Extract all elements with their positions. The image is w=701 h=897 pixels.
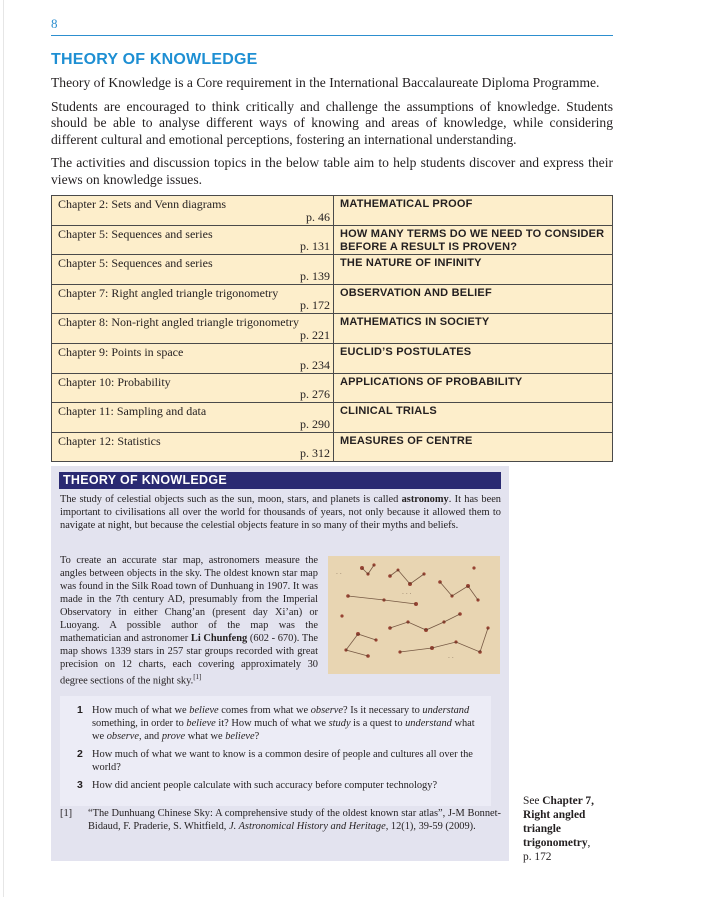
side-note-cross-reference — [523, 794, 618, 864]
tok-topic-row — [52, 373, 613, 403]
tok-topic-title: MATHEMATICS IN SOCIETY — [334, 314, 613, 344]
tok-text: To create an accurate star map, astronomers measure the angles between objects in the sky. The oldest known star map was found in the Silk Road town of Dunhuang in 1907. It was made in the 7th century AD, presumably from the Imperial Observatory in either Chang’an (present day Xi’an) or Luoyang. A possible author of the map was the mathematician and astronomer — [60, 555, 318, 644]
emphasized-word: understand — [422, 705, 470, 716]
chapter-title: Chapter 12: Statistics — [58, 433, 161, 448]
emphasized-word: understand — [405, 718, 452, 729]
tok-topic-row — [52, 196, 613, 226]
chapter-title: Chapter 11: Sampling and data — [58, 404, 207, 419]
emphasized-word: believe — [225, 731, 255, 742]
question-text — [92, 779, 481, 792]
chapter-cell — [52, 225, 334, 255]
question-number: 2 — [77, 748, 83, 760]
chapter-cell — [52, 373, 334, 403]
tok-topic-title: OBSERVATION AND BELIEF — [334, 284, 613, 314]
discussion-question — [60, 779, 491, 792]
chapter-cell — [52, 196, 334, 226]
intro-paragraph: Theory of Knowledge is a Core requirement in the International Baccalaureate Diploma Programme. — [51, 75, 600, 90]
chapter-page-ref: p. 139 — [300, 268, 330, 283]
question-number: 3 — [77, 779, 83, 791]
svg-text:· · ·: · · · — [402, 591, 412, 598]
header-rule — [51, 35, 613, 36]
chapter-cell — [52, 403, 334, 433]
question-text-segment: something, in order to — [92, 718, 187, 729]
chapter-page-ref: p. 46 — [306, 209, 330, 224]
tok-text: . It has been important to civilisations all over the world for thousands of years, not only because it allowed them to navigate at night, but because the celestial objects feature in so many of their myths and beliefs. — [60, 494, 501, 531]
chapter-title: Chapter 5: Sequences and series — [58, 226, 213, 241]
discussion-question — [60, 748, 491, 774]
chapter-cell — [52, 343, 334, 373]
tok-topic-title: HOW MANY TERMS DO WE NEED TO CONSIDER BEFORE A RESULT IS PROVEN? — [334, 225, 613, 255]
side-note-chapter-link[interactable]: Chapter 7, Right angled triangle trigonometry — [523, 795, 594, 849]
question-text-segment: How much of what we want to know is a common desire of people and cultures all over the world? — [92, 749, 473, 773]
chapter-page-ref: p. 276 — [300, 387, 330, 402]
tok-bold-term: Li Chunfeng — [190, 633, 248, 644]
emphasized-word: observe — [310, 705, 344, 716]
citation-text: “The Dunhuang Chinese Sky: A comprehensive study of the oldest known star atlas”, J-M Bonnet-Bidaud, F. Praderie, S. Whitfield, — [88, 808, 501, 832]
tok-topic-row — [52, 343, 613, 373]
emphasized-word: believe — [189, 705, 219, 716]
tok-topics-table — [51, 195, 613, 462]
question-text-segment: How much of what we — [92, 705, 190, 716]
question-text-segment: it? How much of what we — [215, 718, 329, 729]
tok-topic-row — [52, 432, 613, 462]
tok-text: (602 - 670). The map shows 1339 stars in 257 star groups recorded with great precision on 12 charts, each covering approximately 30 degree sections of the night sky. — [60, 633, 319, 687]
chapter-cell — [52, 255, 334, 285]
chapter-title: Chapter 5: Sequences and series — [58, 256, 213, 271]
question-text-segment: ? — [254, 731, 260, 742]
footnote-marker: [1] — [60, 808, 73, 819]
question-text-segment: comes from what we — [218, 705, 311, 716]
tok-paragraph-astronomy — [60, 493, 501, 532]
tok-text: The study of celestial objects such as the sun, moon, stars, and planets is called — [60, 494, 402, 505]
question-number: 1 — [77, 704, 83, 716]
chapter-cell — [52, 284, 334, 314]
question-text-segment: what we — [185, 731, 226, 742]
journal-title: J. Astronomical History and Heritage — [228, 821, 386, 832]
svg-text:· ·: · · — [448, 655, 454, 662]
emphasized-word: study — [328, 718, 351, 729]
chapter-page-ref: p. 312 — [300, 446, 330, 461]
chapter-title: Chapter 10: Probability — [58, 374, 171, 389]
intro-paragraph: Students are encouraged to think critically and challenge the assumptions of knowledge. Students should be able to analyse different ways of knowing and areas of knowledge, while considering different cultural and emotional perceptions, fostering an international understanding. — [51, 98, 613, 147]
question-text — [92, 748, 481, 774]
svg-text:· ·: · · — [336, 571, 342, 578]
question-text-segment: , and — [139, 731, 162, 742]
emphasized-word: believe — [186, 718, 216, 729]
tok-topic-row — [52, 314, 613, 344]
chapter-page-ref: p. 221 — [300, 327, 330, 342]
tok-topic-title: THE NATURE OF INFINITY — [334, 255, 613, 285]
tok-bold-term: astronomy — [401, 494, 449, 505]
chapter-title: Chapter 2: Sets and Venn diagrams — [58, 197, 227, 211]
chapter-title: Chapter 9: Points in space — [58, 344, 184, 359]
tok-paragraph-star-map — [60, 554, 318, 687]
chapter-page-ref: p. 290 — [300, 416, 330, 431]
tok-topic-title: APPLICATIONS OF PROBABILITY — [334, 373, 613, 403]
chapter-page-ref: p. 234 — [300, 357, 330, 372]
side-note-text: , — [587, 837, 591, 849]
intro-paragraph: The activities and discussion topics in the below table aim to help students discover and express their views on knowledge issues. — [51, 155, 613, 187]
tok-box-header: THEORY OF KNOWLEDGE — [59, 472, 501, 489]
tok-topic-row — [52, 403, 613, 433]
chapter-cell — [52, 432, 334, 462]
tok-topic-title: EUCLID’S POSTULATES — [334, 343, 613, 373]
chapter-page-ref: p. 131 — [300, 239, 330, 254]
tok-topic-row — [52, 255, 613, 285]
discussion-question — [60, 704, 491, 743]
emphasized-word: prove — [161, 731, 186, 742]
tok-topic-title: MATHEMATICAL PROOF — [334, 196, 613, 226]
tok-topic-row — [52, 225, 613, 255]
page-edge-rule — [3, 0, 4, 897]
intro-section — [51, 75, 613, 195]
footnote-reference: [1] — [193, 673, 202, 681]
tok-topic-title: MEASURES OF CENTRE — [334, 432, 613, 462]
tok-feature-box — [51, 466, 509, 861]
citation-text: , 12(1), 39-59 (2009). — [385, 821, 476, 832]
chapter-title: Chapter 8: Non-right angled triangle trigonometry — [58, 315, 299, 330]
question-text-segment: what we — [92, 718, 475, 742]
side-note-text: See — [523, 795, 543, 807]
chapter-title: Chapter 7: Right angled triangle trigonometry — [58, 285, 279, 300]
question-text-segment: ? Is it necessary to — [343, 705, 423, 716]
side-note-page: p. 172 — [523, 851, 552, 863]
chapter-cell — [52, 314, 334, 344]
emphasized-word: observe — [106, 731, 140, 742]
dunhuang-star-map-image — [328, 556, 500, 674]
page-number: 8 — [51, 16, 58, 31]
chapter-page-ref: p. 172 — [300, 298, 330, 313]
question-text — [92, 704, 481, 743]
question-text-segment: How did ancient people calculate with such accuracy before computer technology? — [92, 780, 438, 791]
tok-topic-title: CLINICAL TRIALS — [334, 403, 613, 433]
question-text-segment: is a quest to — [350, 718, 406, 729]
footnote-citation — [88, 807, 501, 833]
tok-topic-row — [52, 284, 613, 314]
page-title: THEORY OF KNOWLEDGE — [51, 51, 258, 68]
discussion-questions — [60, 696, 491, 806]
